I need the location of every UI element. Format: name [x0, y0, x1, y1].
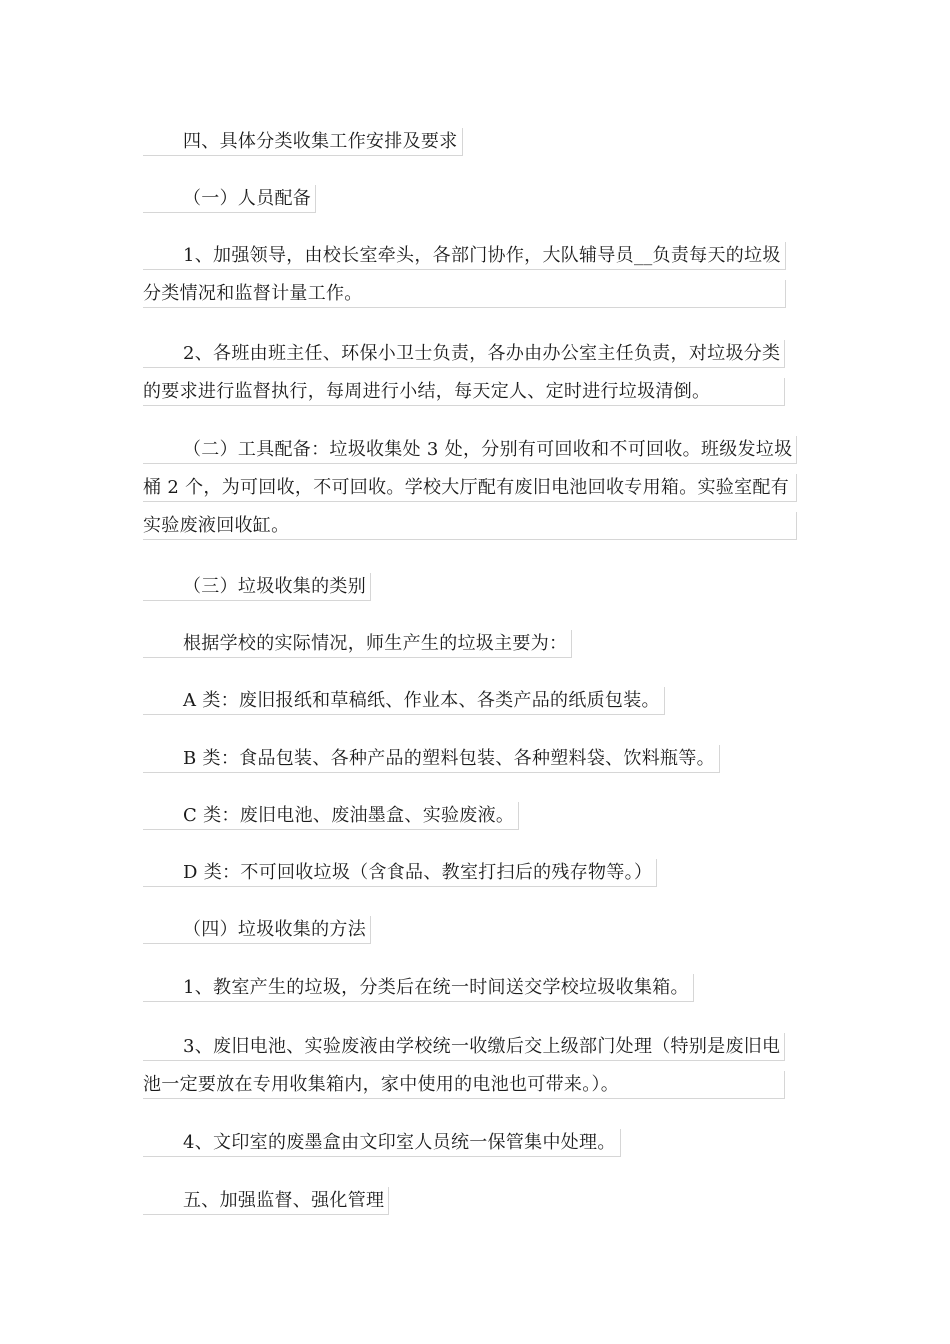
paragraph-line: 分类情况和监督计量工作。 — [143, 280, 786, 308]
method-3 — [143, 1033, 785, 1099]
category-d: D 类：不可回收垃圾（含食品、教室打扫后的残存物等。） — [143, 859, 657, 887]
paragraph-leadership — [143, 242, 786, 308]
paragraph-line: 的要求进行监督执行，每周进行小结，每天定人、定时进行垃圾清倒。 — [143, 378, 785, 406]
subsection-heading-categories: （三）垃圾收集的类别 — [143, 573, 371, 601]
subsection-heading-methods: （四）垃圾收集的方法 — [143, 916, 371, 944]
section-heading-4: 四、具体分类收集工作安排及要求 — [143, 128, 463, 156]
paragraph-line: 1、加强领导，由校长室牵头，各部门协作，大队辅导员__负责每天的垃圾 — [143, 242, 786, 270]
paragraph-class-duty — [143, 340, 785, 406]
subsection-heading-personnel: （一）人员配备 — [143, 185, 316, 213]
paragraph-intro: 根据学校的实际情况，师生产生的垃圾主要为： — [143, 630, 572, 658]
paragraph-line: 池一定要放在专用收集箱内，家中使用的电池也可带来。）。 — [143, 1071, 785, 1099]
paragraph-line: 实验废液回收缸。 — [143, 512, 797, 540]
paragraph-line: 2、各班由班主任、环保小卫士负责，各办由办公室主任负责，对垃圾分类 — [143, 340, 785, 368]
section-heading-5: 五、加强监督、强化管理 — [143, 1187, 389, 1215]
method-4: 4、文印室的废墨盒由文印室人员统一保管集中处理。 — [143, 1129, 621, 1157]
paragraph-line: 桶 2 个，为可回收，不可回收。学校大厅配有废旧电池回收专用箱。实验室配有 — [143, 474, 797, 502]
paragraph-line: （二）工具配备：垃圾收集处 3 处，分别有可回收和不可回收。班级发垃圾 — [143, 436, 797, 464]
paragraph-line: 3、废旧电池、实验废液由学校统一收缴后交上级部门处理（特别是废旧电 — [143, 1033, 785, 1061]
category-b: B 类：食品包装、各种产品的塑料包装、各种塑料袋、饮料瓶等。 — [143, 745, 720, 773]
category-a: A 类：废旧报纸和草稿纸、作业本、各类产品的纸质包装。 — [143, 687, 665, 715]
category-c: C 类：废旧电池、废油墨盒、实验废液。 — [143, 802, 519, 830]
method-1: 1、教室产生的垃圾，分类后在统一时间送交学校垃圾收集箱。 — [143, 974, 694, 1002]
paragraph-tools — [143, 436, 797, 540]
